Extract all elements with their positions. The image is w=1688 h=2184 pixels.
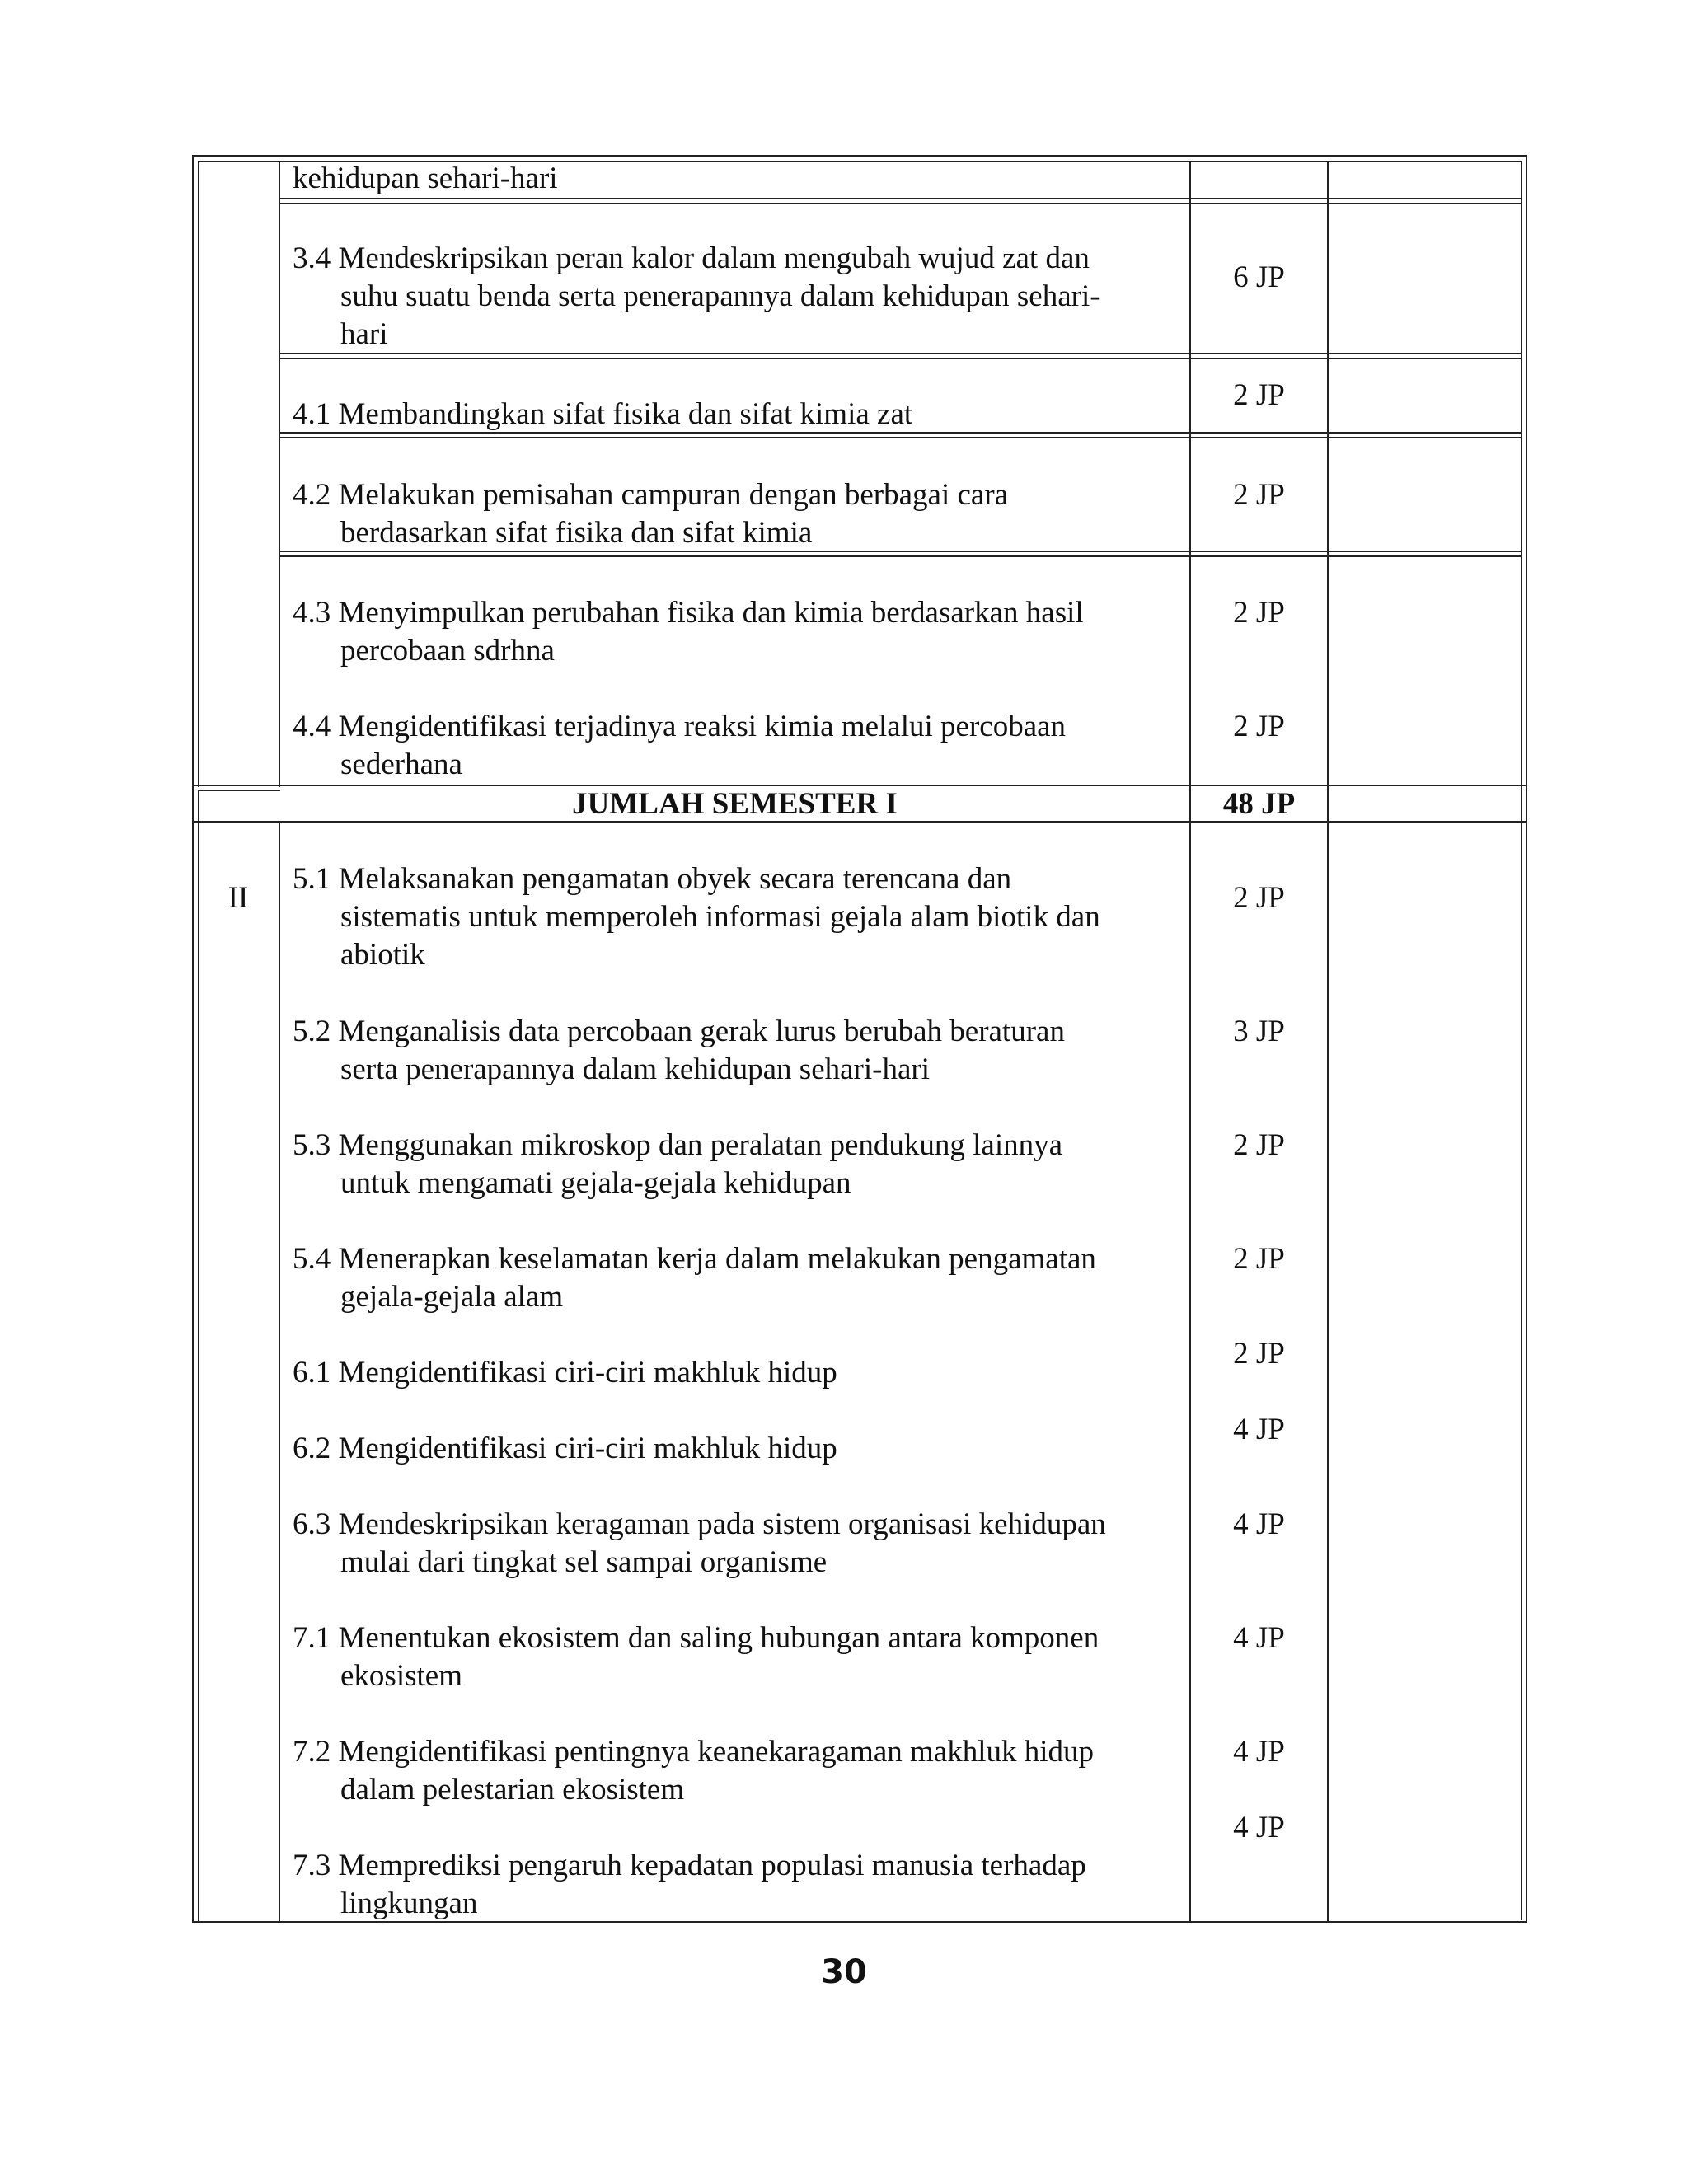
row-text: 5.3 Menggunakan mikroskop dan peralatan pendukung lainnya: [293, 1128, 1063, 1162]
column-divider: [279, 823, 280, 1923]
list-item: [293, 1240, 1096, 1316]
table-border: [198, 790, 199, 1923]
semester-total-label: JUMLAH SEMESTER I: [572, 787, 898, 821]
row-text: mulai dari tingkat sel sampai organisme: [340, 1545, 828, 1579]
row-text: sistematis untuk memperoleh informasi gejala alam biotik dan: [340, 900, 1100, 934]
row-text: percobaan sdrhna: [340, 634, 555, 668]
row-text: 5.4 Menerapkan keselamatan kerja dalam melakukan pengamatan: [293, 1242, 1096, 1276]
table-border: [198, 161, 199, 787]
jp-value: 4 JP: [1233, 1507, 1285, 1541]
row-text: sederhana: [340, 748, 462, 781]
column-divider: [279, 161, 280, 787]
list-item: [293, 240, 1100, 354]
list-item: [293, 476, 1008, 552]
row-divider: [279, 203, 1522, 204]
row-text: 7.1 Menentukan ekosistem dan saling hubungan antara komponen: [293, 1621, 1100, 1655]
row-text: 3.4 Mendeskripsikan peran kalor dalam mengubah wujud zat dan: [293, 241, 1090, 275]
row-divider: [198, 790, 280, 791]
row-text: kehidupan sehari-hari: [293, 162, 558, 195]
row-divider: [279, 358, 1522, 359]
list-item: [293, 1506, 1106, 1582]
jp-value: 4 JP: [1233, 1413, 1285, 1446]
jp-value: 3 JP: [1233, 1015, 1285, 1048]
list-item: [293, 1354, 837, 1392]
row-text: 6.1 Mengidentifikasi ciri-ciri makhluk hidup: [293, 1356, 837, 1390]
row-text: serta penerapannya dalam kehidupan sehari-hari: [340, 1052, 930, 1086]
row-text: untuk mengamati gejala-gejala kehidupan: [340, 1166, 851, 1200]
row-divider: [279, 198, 1522, 199]
row-text: gejala-gejala alam: [340, 1280, 564, 1314]
row-text: berdasarkan sifat fisika dan sifat kimia: [340, 516, 813, 550]
jp-value: 2 JP: [1233, 1337, 1285, 1371]
list-item: [293, 1013, 1065, 1089]
row-text: 4.1 Membandingkan sifat fisika dan sifat kimia zat: [293, 397, 913, 431]
list-item: [293, 594, 1084, 670]
row-text: 6.3 Mendeskripsikan keragaman pada sistem organisasi kehidupan: [293, 1507, 1106, 1541]
list-item: [293, 860, 1100, 974]
semester-total-value: 48 JP: [1222, 787, 1296, 821]
row-text: 7.3 Memprediksi pengaruh kepadatan populasi manusia terhadap: [293, 1849, 1086, 1882]
list-item: [293, 396, 912, 434]
list-item: [293, 1733, 1094, 1809]
row-text: dalam pelestarian ekosistem: [340, 1773, 685, 1807]
page-number: 30: [821, 1953, 867, 1991]
list-item: [293, 160, 558, 198]
list-item: [293, 1619, 1099, 1695]
jp-value: 4 JP: [1233, 1621, 1285, 1655]
row-divider: [279, 437, 1522, 438]
row-text: 6.2 Mengidentifikasi ciri-ciri makhluk hidup: [293, 1432, 837, 1465]
row-text: abiotik: [340, 938, 425, 972]
column-divider: [1327, 161, 1329, 1923]
jp-value: 2 JP: [1233, 596, 1285, 630]
jp-value: 2 JP: [1233, 1242, 1285, 1276]
jp-value: 2 JP: [1233, 478, 1285, 512]
row-text: 5.2 Menganalisis data percobaan gerak lurus berubah beraturan: [293, 1015, 1065, 1048]
row-text: 4.2 Melakukan pemisahan campuran dengan berbagai cara: [293, 478, 1009, 512]
jp-value: 2 JP: [1233, 1128, 1285, 1162]
row-divider: [192, 1921, 279, 1923]
list-item: [293, 1127, 1062, 1202]
row-text: 5.1 Melaksanakan pengamatan obyek secara terencana dan: [293, 862, 1012, 896]
list-item: [293, 1847, 1086, 1923]
row-text: suhu suatu benda serta penerapannya dalam kehidupan sehari-: [340, 279, 1100, 313]
row-text: 7.2 Mengidentifikasi pentingnya keanekaragaman makhluk hidup: [293, 1735, 1095, 1769]
jp-value: 2 JP: [1233, 378, 1285, 412]
jp-value: 6 JP: [1233, 260, 1285, 294]
jp-value: 4 JP: [1233, 1735, 1285, 1769]
row-text: 4.4 Mengidentifikasi terjadinya reaksi kimia melalui percobaan: [293, 710, 1067, 743]
row-divider: [279, 555, 1522, 557]
row-text: 4.3 Menyimpulkan perubahan fisika dan kimia berdasarkan hasil: [293, 596, 1084, 630]
row-text: ekosistem: [340, 1659, 462, 1693]
row-text: hari: [340, 317, 388, 351]
row-text: lingkungan: [340, 1886, 478, 1920]
list-item: [293, 1430, 837, 1468]
jp-value: 2 JP: [1233, 881, 1285, 915]
table-border: [1521, 161, 1522, 1920]
list-item: [293, 708, 1066, 784]
semester-number: II: [227, 881, 249, 915]
jp-value: 4 JP: [1233, 1811, 1285, 1844]
jp-value: 2 JP: [1233, 710, 1285, 743]
